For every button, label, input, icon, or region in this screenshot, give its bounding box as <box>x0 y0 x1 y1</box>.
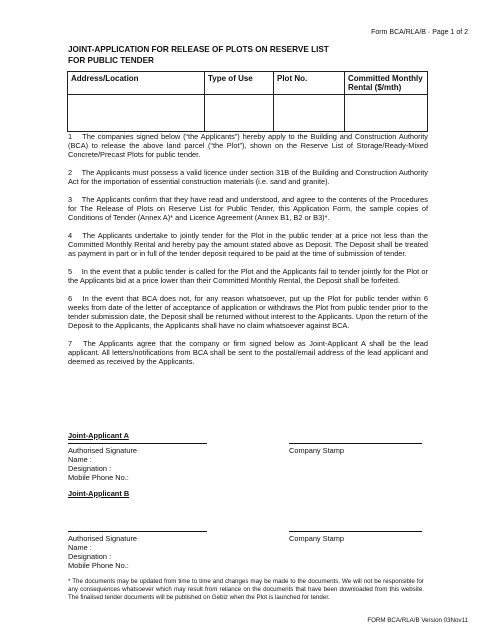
applicant-a-signature-line[interactable] <box>68 443 207 444</box>
signature-label: Authorised Signature <box>68 534 138 543</box>
applicant-b-stamp-line[interactable] <box>289 531 422 532</box>
column-header-monthly-rental: Committed Monthly Rental ($/mth) <box>345 72 428 95</box>
plot-no-cell[interactable] <box>274 95 345 132</box>
applicant-b-heading: Joint-Applicant B <box>68 489 130 498</box>
name-label: Name : <box>68 455 92 464</box>
paragraph-5: 5 In the event that a public tender is called for the Plot and the Applicants fail to tender jointly for the Plot or the Applicants bid at a price lower than their Committed Monthly Rental, the Deposit shall be forfeited. <box>68 267 428 285</box>
monthly-rental-cell[interactable] <box>345 95 428 132</box>
designation-label: Designation : <box>68 552 112 561</box>
paragraph-6: 6 In the event that BCA does not, for any reason whatsoever, put up the Plot for public tender within 6 weeks from date of the letter of acceptance of application or withdraws the Plot from public tender prior to the tender submission date, the Deposit shall be returned without interest to the Applicants. Upon the return of the Deposit to the Applicants, the Applicants shall have no claim whatsoever against BCA. <box>68 294 428 330</box>
designation-label: Designation : <box>68 464 112 473</box>
paragraph-4: 4 The Applicants undertake to jointly tender for the Plot in the public tender at a price not less than the Committed Monthly Rental and hereby pay the amount stated above as Deposit. The Deposit shall be treated as payment in part or in full of the tender deposit required to be paid at the time of submission of tender. <box>68 231 428 258</box>
applicant-a-stamp-line[interactable] <box>289 443 422 444</box>
document-title <box>68 44 329 66</box>
column-header-type-of-use: Type of Use <box>205 72 274 95</box>
plot-details-table <box>67 71 428 132</box>
type-of-use-cell[interactable] <box>205 95 274 132</box>
paragraph-2: 2 The Applicants must possess a valid licence under section 31B of the Building and Construction Authority Act for the importation of essential construction materials (i.e. sand and granite). <box>68 168 428 186</box>
applicant-b-details <box>68 534 428 570</box>
address-cell[interactable] <box>68 95 205 132</box>
title-line-1: JOINT-APPLICATION FOR RELEASE OF PLOTS ON RESERVE LIST <box>68 45 329 54</box>
footer-version: FORM BCA/RLA/B Version 03Nov11 <box>367 617 468 624</box>
applicant-a-details <box>68 446 428 482</box>
paragraph-7: 7 The Applicants agree that the company or firm signed below as Joint-Applicant A shall be the lead applicant. All letters/notifications from BCA shall be sent to the postal/email address of the lead applicant and deemed as received by the Applicants. <box>68 339 428 366</box>
applicant-b-stamp-label: Company Stamp <box>289 534 345 543</box>
paragraph-3: 3 The Applicants confirm that they have read and understood, and agree to the contents of the Procedures for The Release of Plots on Reserve List for Public Tender, this Application Form, the sample copies of Conditions of Tender (Annex A)* and Licence Agreement (Annex B1, B2 or B3)*. <box>68 195 428 222</box>
paragraph-1: 1 The companies signed below (“the Applicants”) hereby apply to the Building and Construction Authority (BCA) to release the above land parcel (“the Plot”), shown on the Reserve List of Storage/Ready-Mixed Concrete/Precast Plots for public tender. <box>68 132 428 159</box>
name-label: Name : <box>68 543 92 552</box>
title-line-2: FOR PUBLIC TENDER <box>68 56 154 65</box>
applicant-a-heading: Joint-Applicant A <box>68 431 129 440</box>
signature-label: Authorised Signature <box>68 446 138 455</box>
column-header-plot-no: Plot No. <box>274 72 345 95</box>
terms-paragraphs <box>68 132 428 375</box>
mobile-phone-label: Mobile Phone No.: <box>68 473 129 482</box>
applicant-b-signature-line[interactable] <box>68 531 207 532</box>
table-header-row <box>68 72 428 95</box>
form-reference: Form BCA/RLA/B · Page 1 of 2 <box>371 29 468 36</box>
column-header-address: Address/Location <box>68 72 205 95</box>
applicant-a-stamp-label: Company Stamp <box>289 446 345 455</box>
table-row <box>68 95 428 132</box>
mobile-phone-label: Mobile Phone No.: <box>68 561 129 570</box>
footnote: * The documents may be updated from time to time and changes may be made to the documents. We will not be responsible for any consequences whatsoever which may result from reliance on the documents that have been downloaded from this website. The finalised tender documents will be published on Gebiz when the Plot is launched for tender. <box>68 578 424 601</box>
